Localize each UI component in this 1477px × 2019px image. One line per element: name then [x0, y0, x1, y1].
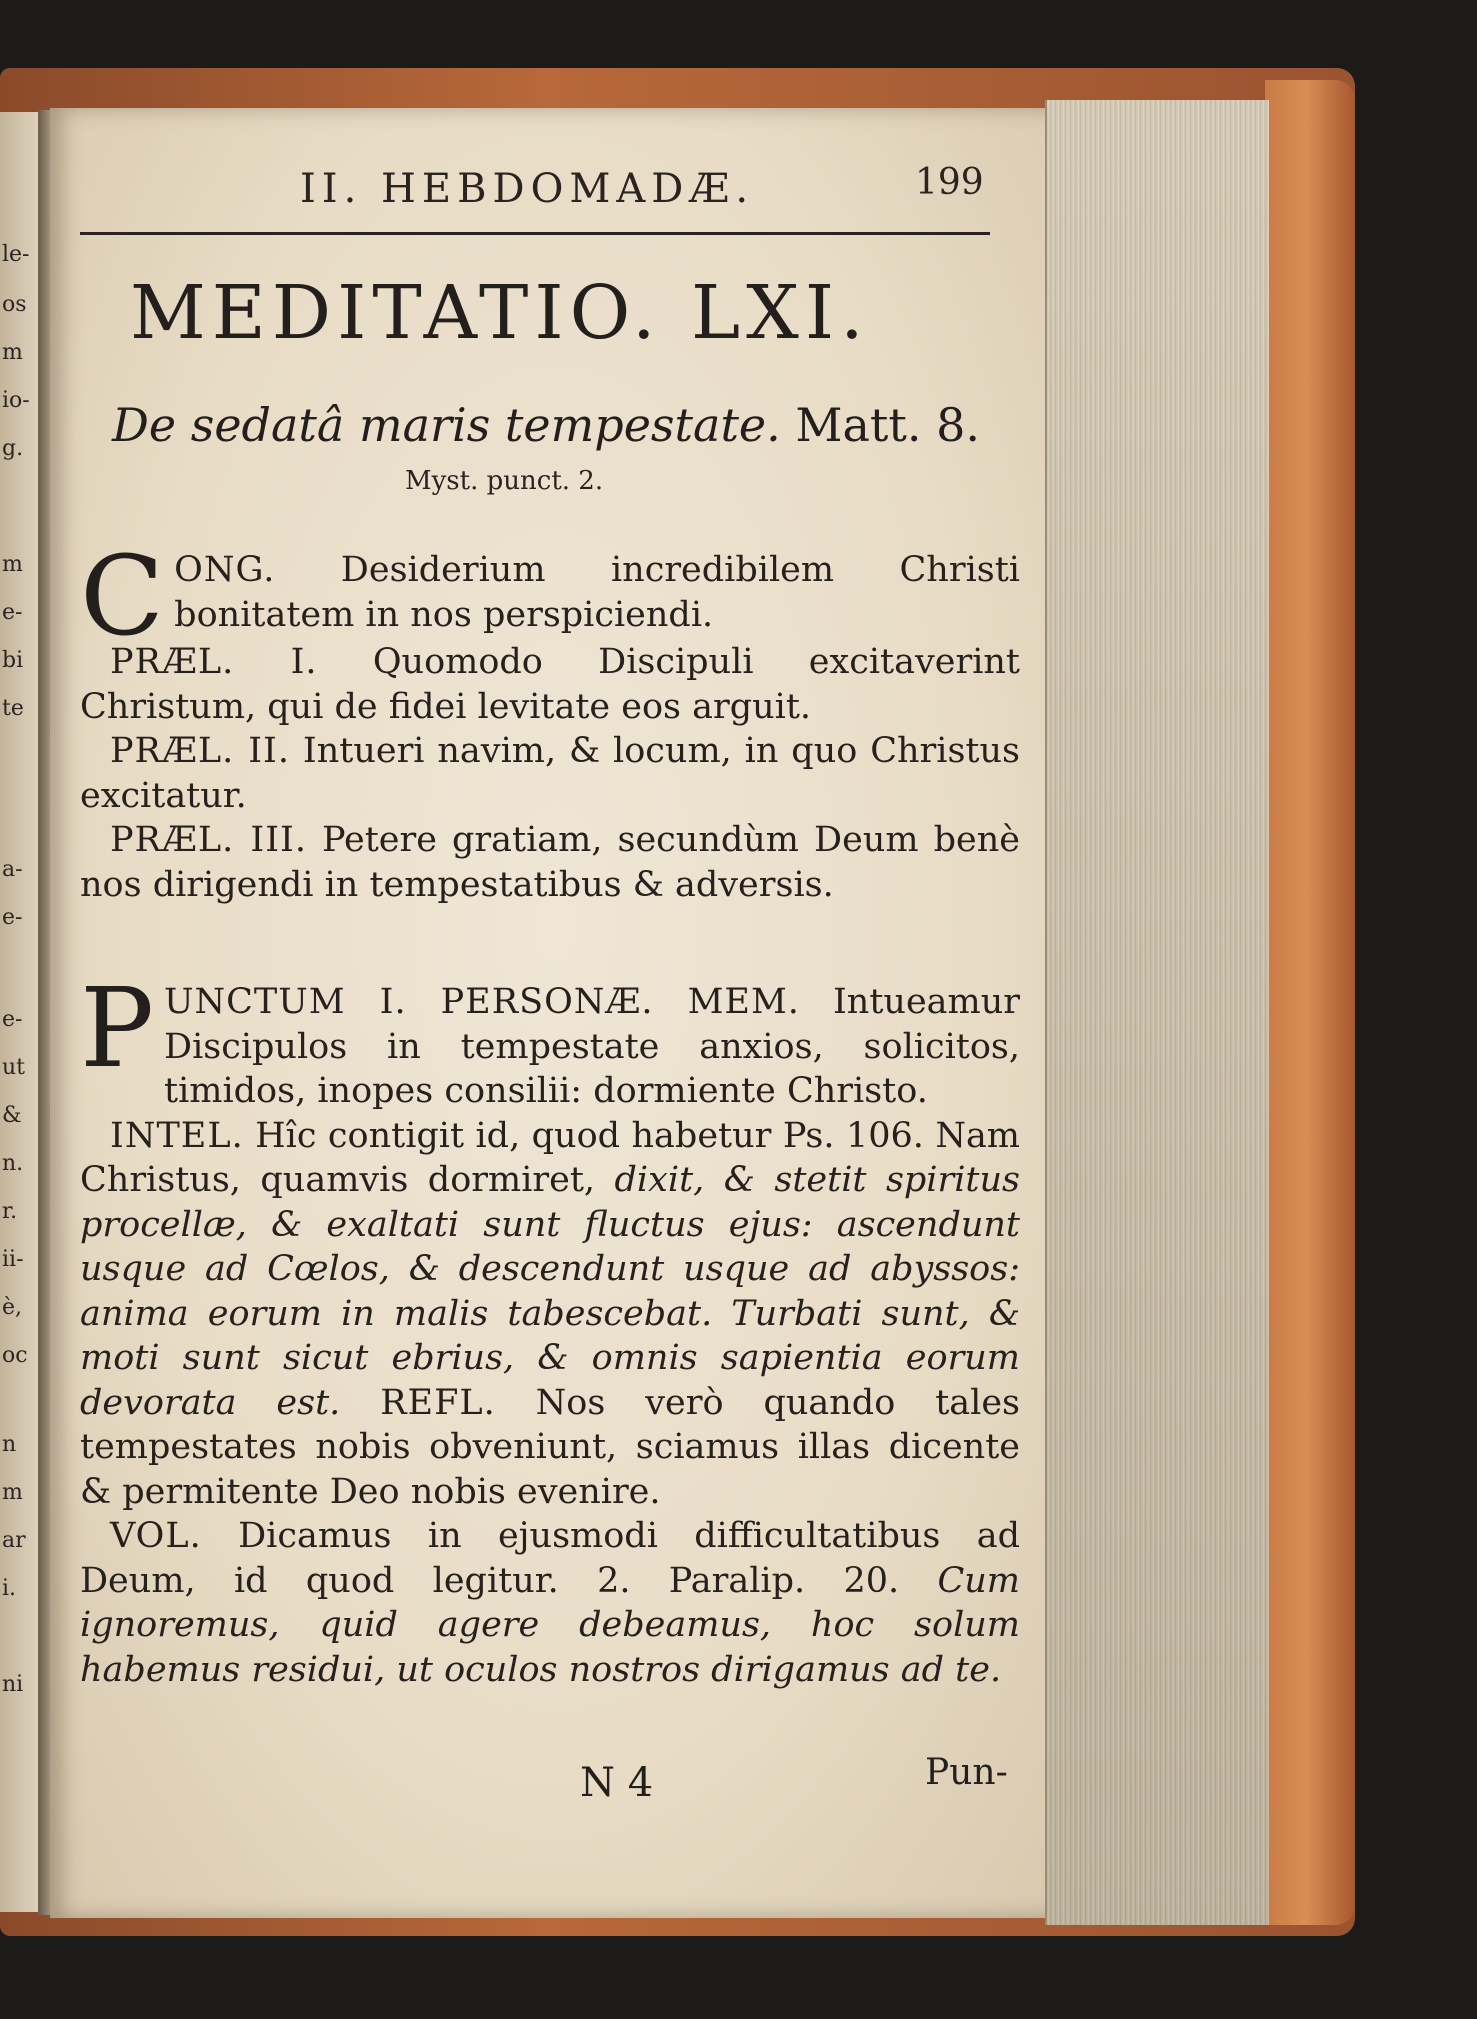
- prev-page-fragment: bi: [2, 648, 24, 673]
- prev-page-fragment: &: [2, 1103, 22, 1128]
- prev-page-fragment: è,: [2, 1295, 23, 1320]
- prelude-paragraph: [80, 818, 1020, 907]
- prelude-paragraph: [80, 640, 1020, 729]
- drop-cap: C: [80, 532, 165, 660]
- prev-page-fragment: ii-: [2, 1247, 24, 1272]
- prev-page-fragment: os: [2, 292, 27, 317]
- page-number: 199: [915, 162, 984, 203]
- voluntas-paragraph: [80, 1514, 1020, 1692]
- section-label: INTEL.: [110, 1115, 244, 1156]
- paragraph-text: Nos verò quando tales tempestates nobis obveniunt, sciamus illas dicente & permitente Deo nobis evenire.: [80, 1382, 1020, 1512]
- prev-page-fragment: n: [2, 1432, 17, 1457]
- scripture-quote: Cum ignoremus, quid agere debeamus, hoc solum habemus residui, ut oculos nostros dirigamus ad te.: [80, 1560, 1020, 1690]
- catchword: Pun-: [925, 1752, 1008, 1793]
- prev-page-fragment: g.: [2, 436, 24, 461]
- prev-page-fragment: n.: [2, 1151, 24, 1176]
- prev-page-fragment: m: [2, 552, 23, 577]
- signature-mark: N 4: [580, 1760, 654, 1806]
- paragraph-text: Intueri navim, & locum, in quo Christus excitatur.: [80, 731, 1020, 816]
- prev-page-fragment: te: [2, 696, 24, 721]
- section-label: VOL.: [110, 1516, 202, 1556]
- prev-page-fragment: m: [2, 340, 23, 365]
- meditation-subtitle: [112, 398, 980, 452]
- prev-page-fragment: e-: [2, 1007, 23, 1032]
- meditation-title: MEDITATIO. LXI.: [130, 270, 870, 356]
- header-rule: [80, 232, 990, 235]
- paragraph-text: Desiderium incredibilem Christi bonitatem in nos perspiciendi.: [174, 550, 1020, 635]
- paragraph-text: Petere gratiam, secundùm Deum benè nos dirigendi in tempestatibus & adversis.: [80, 820, 1020, 905]
- scripture-reference: Matt. 8.: [780, 398, 981, 452]
- mystery-reference: Myst. punct. 2.: [405, 466, 604, 496]
- prev-page-fragment: ar: [2, 1528, 26, 1553]
- compositio-paragraph: [80, 532, 1020, 660]
- section-label: UNCTUM I. PERSONÆ. MEM.: [164, 982, 800, 1022]
- prev-page-fragment: a-: [2, 857, 23, 882]
- section-label: ONG.: [174, 550, 276, 590]
- book-spine-edge: [1265, 80, 1355, 1925]
- paragraph-text: Dicamus in ejusmodi difficultatibus ad Deum, id quod legitur. 2. Paralip. 20.: [80, 1516, 1020, 1601]
- page-edges-block: [1045, 100, 1269, 1925]
- drop-cap: P: [80, 964, 155, 1092]
- prev-page-fragment: e-: [2, 905, 23, 930]
- preludes-section: [80, 532, 1020, 907]
- section-label: PRÆL. III.: [110, 820, 307, 860]
- prev-page-fragment: m: [2, 1480, 23, 1505]
- prev-page-fragment: ut: [2, 1055, 26, 1080]
- scripture-quote: dixit, & stetit spiritus procellæ, & exaltati sunt fluctus ejus: ascendunt usque ad Cœlos, & descendunt usque ad abyssos: anima eorum in malis tabescebat. Turbati sunt, & moti sunt sicut ebrius, & omnis sapientia eorum devorata est.: [80, 1160, 1020, 1423]
- intellectus-paragraph: [80, 1114, 1020, 1515]
- punctum-paragraph: [80, 964, 1020, 1114]
- prelude-paragraph: [80, 729, 1020, 818]
- paragraph-text: Quomodo Discipuli excitaverint Christum, qui de fidei levitate eos arguit.: [80, 642, 1020, 727]
- prev-page-fragment: e-: [2, 600, 23, 625]
- prev-page-fragment: i.: [2, 1576, 17, 1601]
- paragraph-text: Intueamur Discipulos in tempestate anxios, solicitos, timidos, inopes consilii: dormiente Christo.: [164, 982, 1020, 1111]
- running-head: II. HEBDOMADÆ.: [300, 166, 755, 212]
- prev-page-fragment: oc: [2, 1343, 28, 1368]
- prev-page-fragment: io-: [2, 388, 30, 413]
- prev-page-fragment: le-: [2, 242, 30, 267]
- prev-page-fragment: ni: [2, 1672, 24, 1697]
- punctum-section: [80, 964, 1020, 1692]
- section-label: PRÆL. II.: [110, 731, 290, 771]
- section-label: REFL.: [380, 1382, 496, 1423]
- paragraph-text: Hîc contigit id, quod habetur Ps. 106. Nam Christus, quamvis dormiret,: [80, 1115, 1020, 1200]
- prev-page-fragment: r.: [2, 1199, 18, 1224]
- subtitle-text: De sedatâ maris tempestate.: [112, 398, 781, 452]
- section-label: PRÆL. I.: [110, 642, 318, 682]
